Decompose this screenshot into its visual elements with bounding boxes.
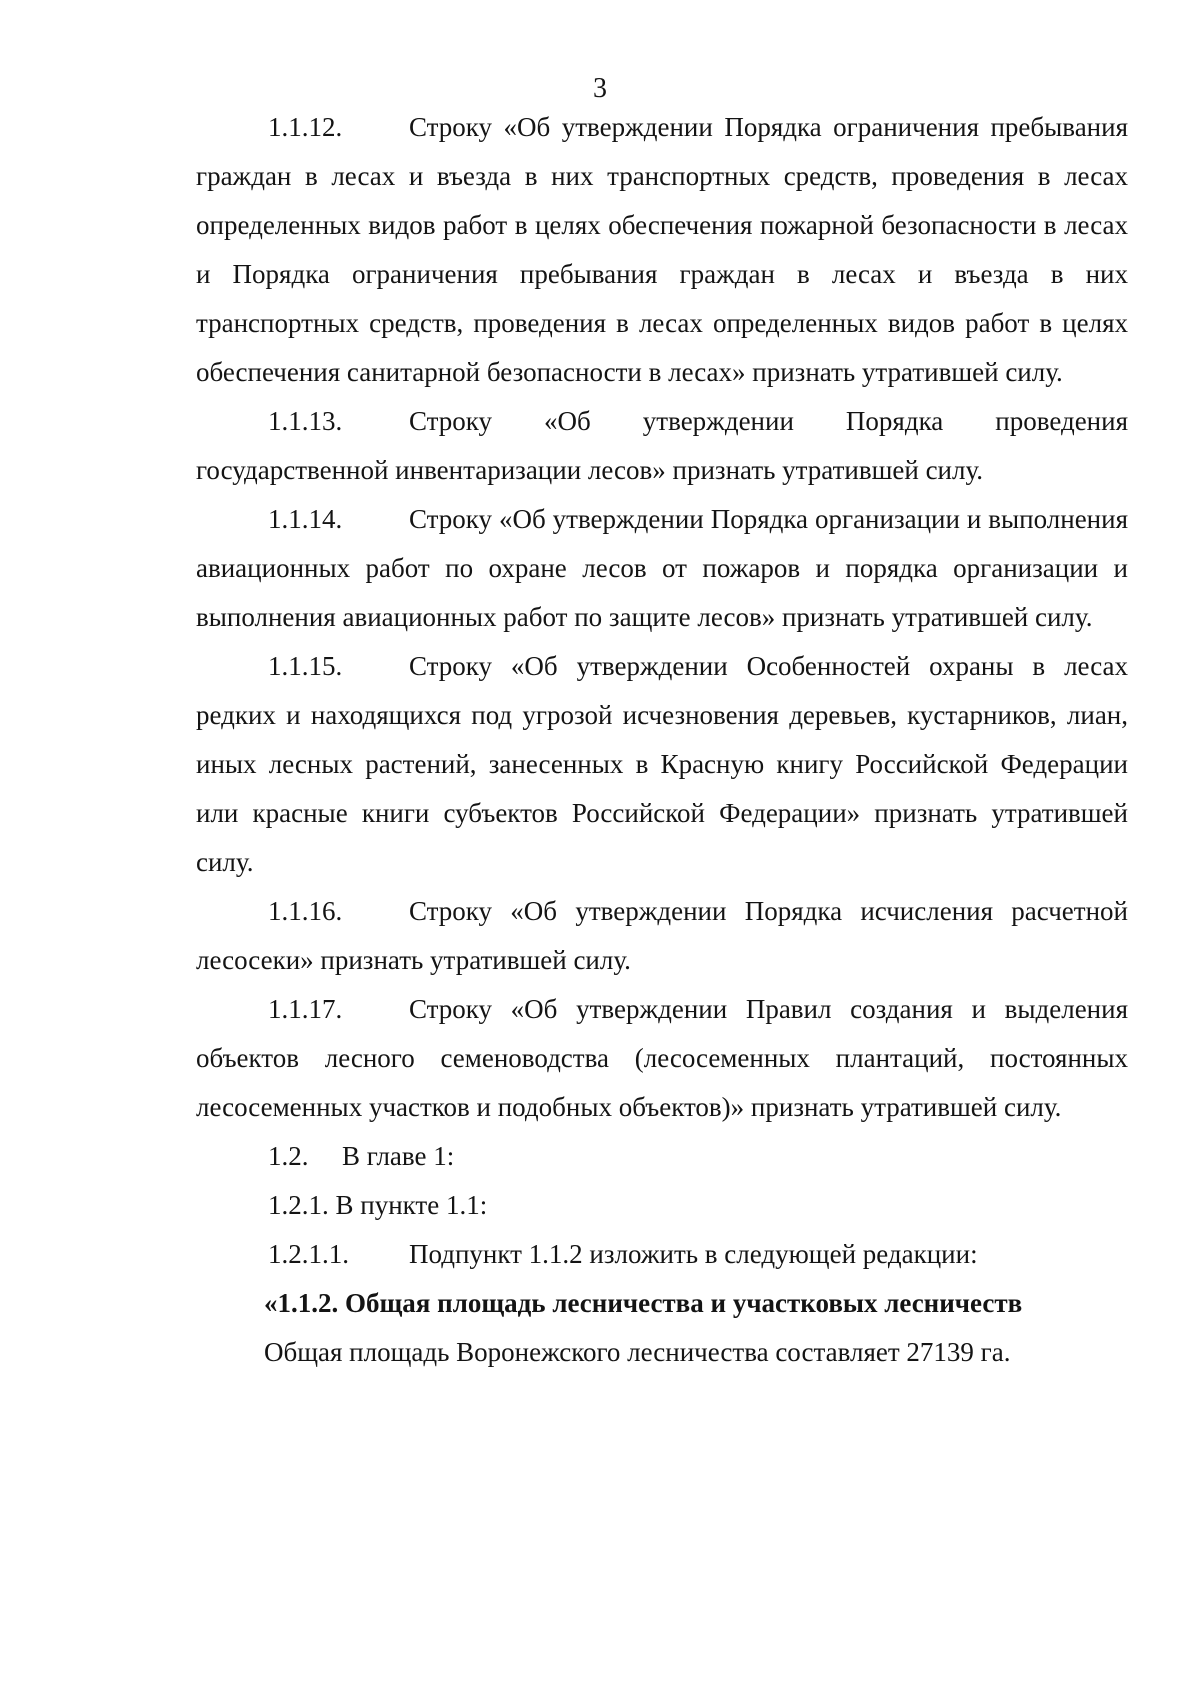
paragraph-number: 1.1.13. bbox=[268, 406, 343, 436]
document-body bbox=[196, 103, 1128, 1377]
paragraph-number: 1.1.16. bbox=[268, 896, 343, 926]
paragraph-number: 1.1.15. bbox=[268, 651, 343, 681]
paragraph-text: В главе 1: bbox=[342, 1141, 455, 1171]
quoted-section-body: Общая площадь Воронежского лесничества составляет 27139 га. bbox=[264, 1337, 1011, 1367]
paragraph-1-1-14 bbox=[196, 495, 1128, 642]
paragraph-text: Строку «Об утверждении Порядка проведения государственной инвентаризации лесов» признать утратившей силу. bbox=[196, 406, 1128, 485]
paragraph-text: Строку «Об утверждении Порядка ограничения пребывания граждан в лесах и въезда в них транспортных средств, проведения в лесах определенных видов работ в целях обеспечения пожарной безопасности в лесах и Порядка ограничения пребывания граждан в лесах и въезда в них транспортных средств, проведения в лесах определенных видов работ в целях обеспечения санитарной безопасности в лесах» признать утратившей силу. bbox=[196, 112, 1128, 387]
paragraph-1-1-13 bbox=[196, 397, 1128, 495]
paragraph-number: 1.2. bbox=[268, 1141, 309, 1171]
paragraph-text: Строку «Об утверждении Правил создания и выделения объектов лесного семеноводства (лесосеменных плантаций, постоянных лесосеменных участков и подобных объектов)» признать утратившей силу. bbox=[196, 994, 1128, 1122]
page-number: 3 bbox=[593, 73, 607, 104]
paragraph-text: Строку «Об утверждении Порядка исчисления расчетной лесосеки» признать утратившей силу. bbox=[196, 896, 1128, 975]
paragraph-number: 1.1.14. bbox=[268, 504, 343, 534]
paragraph-1-2-1 bbox=[196, 1181, 1128, 1230]
paragraph-1-2-1-1 bbox=[196, 1230, 1128, 1279]
paragraph-text: Строку «Об утверждении Особенностей охраны в лесах редких и находящихся под угрозой исчезновения деревьев, кустарников, лиан, иных лесных растений, занесенных в Красную книгу Российской Федерации или красные книги субъектов Российской Федерации» признать утратившей силу. bbox=[196, 651, 1128, 877]
paragraph-text: Подпункт 1.1.2 изложить в следующей редакции: bbox=[409, 1239, 978, 1269]
paragraph-1-1-16 bbox=[196, 887, 1128, 985]
paragraph-1-1-15 bbox=[196, 642, 1128, 887]
paragraph-number: 1.1.17. bbox=[268, 994, 343, 1024]
paragraph-text: Строку «Об утверждении Порядка организации и выполнения авиационных работ по охране лесов от пожаров и порядка организации и выполнения авиационных работ по защите лесов» признать утратившей силу. bbox=[196, 504, 1128, 632]
paragraph-1-1-12 bbox=[196, 103, 1128, 397]
paragraph-text: 1.2.1. В пункте 1.1: bbox=[268, 1190, 488, 1220]
quoted-section-heading: «1.1.2. Общая площадь лесничества и участковых лесничеств bbox=[264, 1288, 1023, 1318]
paragraph-number: 1.2.1.1. bbox=[268, 1239, 349, 1269]
paragraph-1-2 bbox=[196, 1132, 1128, 1181]
paragraph-1-1-17 bbox=[196, 985, 1128, 1132]
paragraph-number: 1.1.12. bbox=[268, 112, 343, 142]
